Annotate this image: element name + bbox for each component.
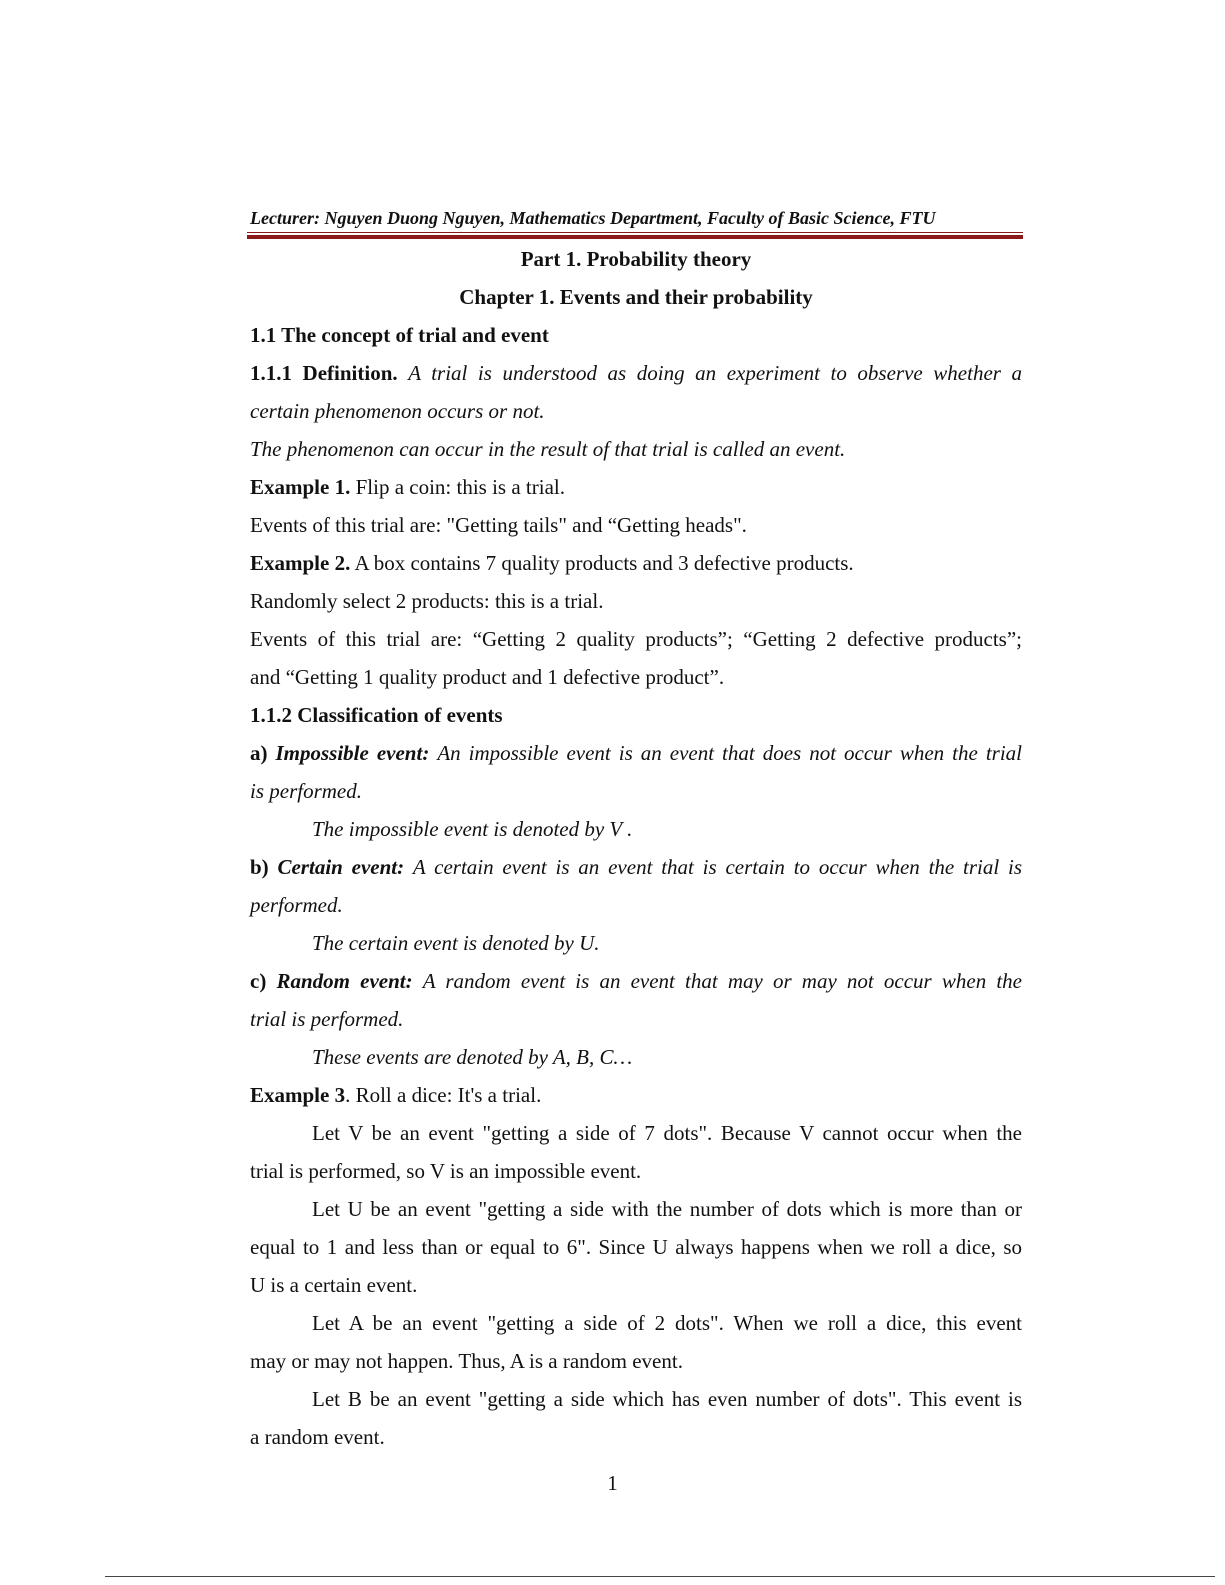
impossible-term: Impossible event: bbox=[275, 741, 430, 765]
running-header: Lecturer: Nguyen Duong Nguyen, Mathematics Department, Faculty of Basic Science, FTU bbox=[250, 208, 936, 228]
random-event-line1 bbox=[250, 962, 1022, 1000]
classification-title: 1.1.2 Classification of events bbox=[250, 703, 503, 727]
chapter-title: Chapter 1. Events and their probability bbox=[459, 285, 813, 309]
part-title: Part 1. Probability theory bbox=[520, 247, 752, 271]
random-term: Random event: bbox=[276, 969, 413, 993]
example-3-text: . Roll a dice: It's a trial. bbox=[345, 1083, 542, 1107]
header-rule-thick bbox=[247, 235, 1023, 239]
example-2-line3: Events of this trial are: “Getting 2 quality products”; “Getting 2 defective products”; bbox=[250, 627, 1022, 651]
definition-label: 1.1.1 Definition. bbox=[250, 361, 398, 385]
example-3-p1-line1: Let V be an event "getting a side of 7 dots". Because V cannot occur when the bbox=[312, 1121, 1022, 1145]
definition-text-line1: A trial is understood as doing an experiment to observe whether a bbox=[408, 361, 1022, 385]
page-body bbox=[250, 240, 1022, 1456]
impossible-event-line2: is performed. bbox=[250, 779, 362, 803]
certain-term: Certain event: bbox=[277, 855, 405, 879]
example-1-events: Events of this trial are: "Getting tails" and “Getting heads". bbox=[250, 513, 747, 537]
definition-text-line3: The phenomenon can occur in the result of that trial is called an event. bbox=[250, 437, 846, 461]
example-1-text: Flip a coin: this is a trial. bbox=[355, 475, 565, 499]
example-2-line2: Randomly select 2 products: this is a trial. bbox=[250, 589, 604, 613]
random-event-line2: trial is performed. bbox=[250, 1007, 404, 1031]
certain-event-note: The certain event is denoted by U. bbox=[312, 931, 600, 955]
random-event-note: These events are denoted by A, B, C… bbox=[312, 1045, 633, 1069]
example-2-line4: and “Getting 1 quality product and 1 defective product”. bbox=[250, 665, 725, 689]
impossible-event-note: The impossible event is denoted by V . bbox=[312, 817, 633, 841]
example-3-p1-line2: trial is performed, so V is an impossible event. bbox=[250, 1159, 642, 1183]
header-rule-thin bbox=[247, 232, 1023, 233]
section-title: 1.1 The concept of trial and event bbox=[250, 323, 549, 347]
random-text: A random event is an event that may or may not occur when the bbox=[422, 969, 1023, 993]
page-number: 1 bbox=[607, 1471, 618, 1495]
certain-event-line2: performed. bbox=[250, 893, 343, 917]
example-2-label: Example 2. bbox=[250, 551, 351, 575]
example-3-p2-line2: equal to 1 and less than or equal to 6". Since U always happens when we roll a dice, so bbox=[250, 1235, 1022, 1259]
example-1 bbox=[250, 468, 1022, 506]
definition-paragraph bbox=[250, 354, 1022, 392]
example-3-label: Example 3 bbox=[250, 1083, 346, 1107]
impossible-event-line1 bbox=[250, 734, 1022, 772]
example-3-p3-line1: Let A be an event "getting a side of 2 dots". When we roll a dice, this event bbox=[312, 1311, 1022, 1335]
example-3-p3-line2: may or may not happen. Thus, A is a random event. bbox=[250, 1349, 683, 1373]
example-2 bbox=[250, 544, 1022, 582]
example-3-p2-line3: U is a certain event. bbox=[250, 1273, 418, 1297]
example-1-label: Example 1. bbox=[250, 475, 351, 499]
definition-text-line2: certain phenomenon occurs or not. bbox=[250, 399, 545, 423]
footer-rule bbox=[105, 1576, 1215, 1577]
certain-event-line1 bbox=[250, 848, 1022, 886]
example-3-p4-line1: Let B be an event "getting a side which has even number of dots". This event is bbox=[312, 1387, 1022, 1411]
example-3-p4-line2: a random event. bbox=[250, 1425, 385, 1449]
random-prefix: c) bbox=[250, 969, 267, 993]
example-3 bbox=[250, 1076, 1022, 1114]
example-2-text: A box contains 7 quality products and 3 defective products. bbox=[354, 551, 854, 575]
certain-text: A certain event is an event that is certain to occur when the trial is bbox=[412, 855, 1023, 879]
example-3-p2-line1: Let U be an event "getting a side with the number of dots which is more than or bbox=[312, 1197, 1022, 1221]
certain-prefix: b) bbox=[250, 855, 269, 879]
impossible-prefix: a) bbox=[250, 741, 268, 765]
impossible-text: An impossible event is an event that does not occur when the trial bbox=[437, 741, 1023, 765]
